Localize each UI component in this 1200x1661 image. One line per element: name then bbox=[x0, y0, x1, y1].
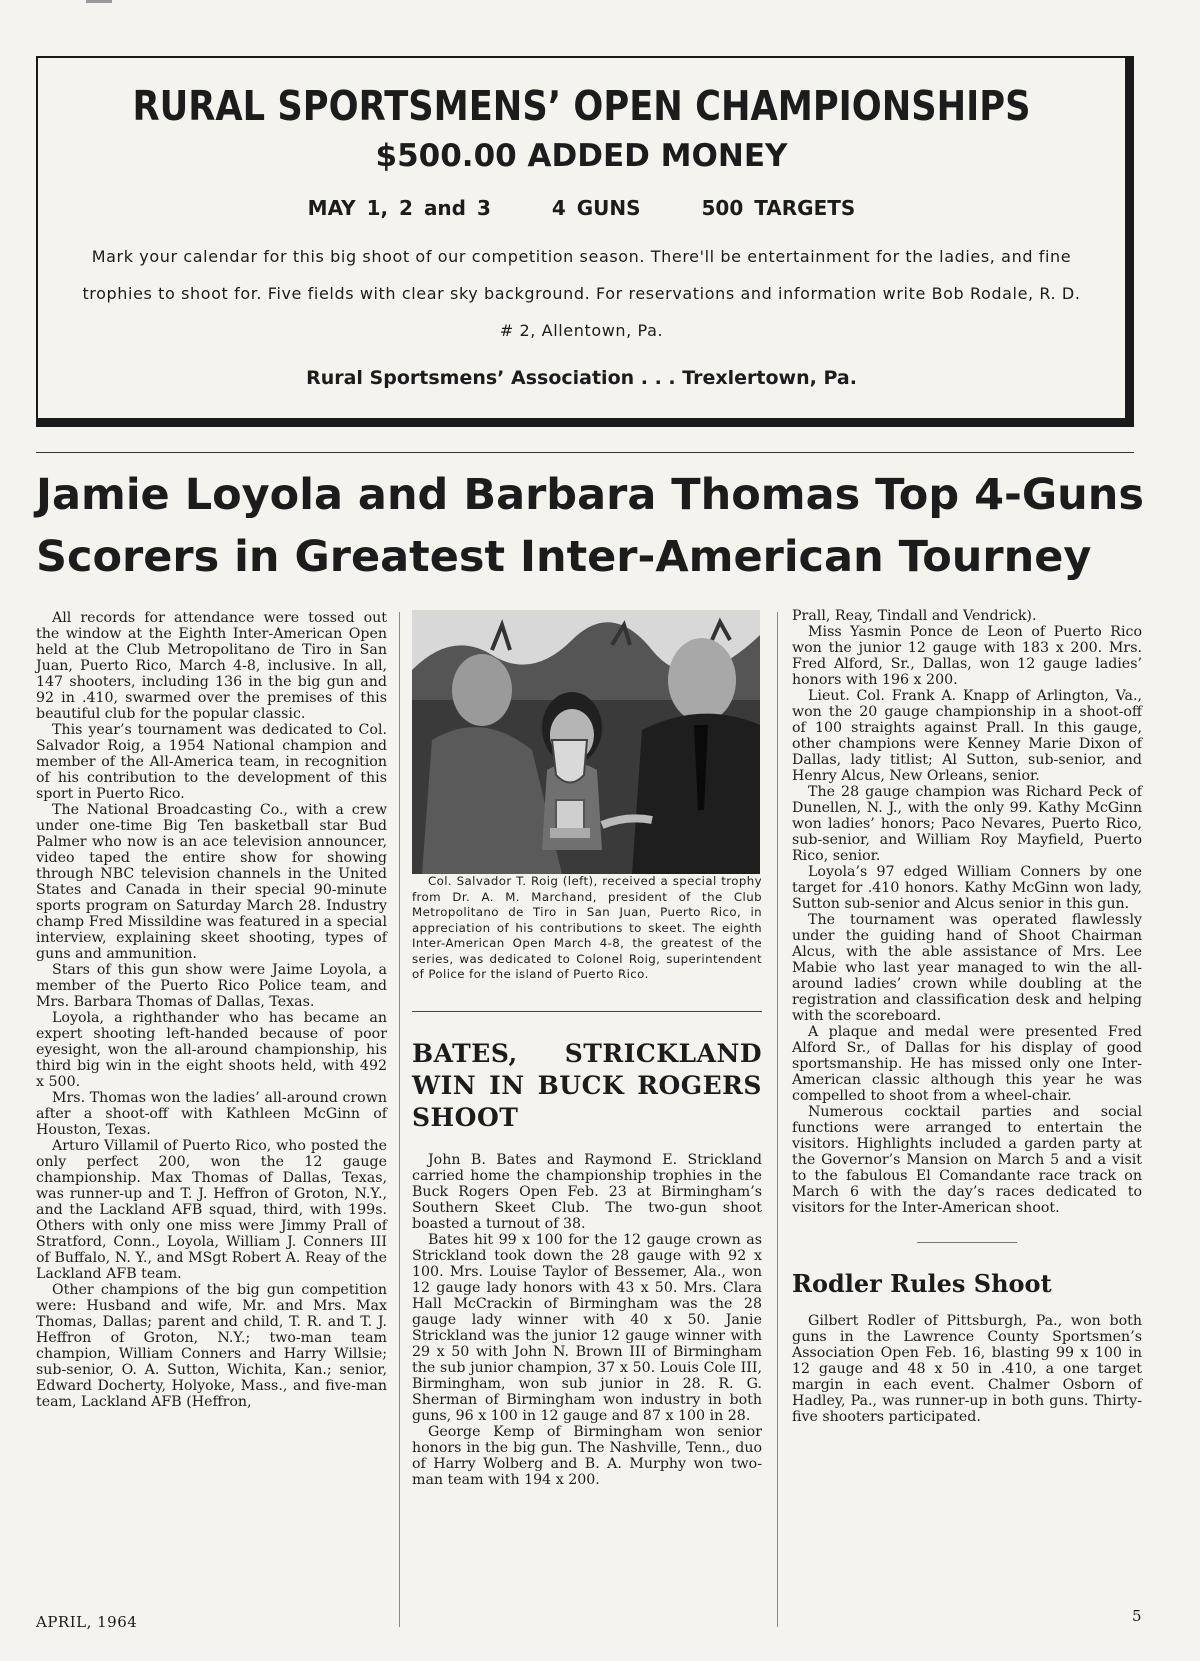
article-column-3 bbox=[792, 608, 1142, 1425]
paragraph: All records for attendance were tossed out the window at the Eighth Inter-American Open held at the Club Metropolitano de Tiro in San Juan, Puerto Rico, March 4-8, inclusive. In all, 147 shooters, including 136 in the big gun and 92 in .410, swarmed over the premises of this beautiful club for the popular classic. bbox=[36, 610, 387, 722]
issue-date: APRIL, 1964 bbox=[36, 1613, 138, 1631]
paragraph: Arturo Villamil of Puerto Rico, who posted the only perfect 200, won the 12 gauge championship. Max Thomas of Dallas, Texas, was runner-up and T. J. Heffron of Groton, N.Y., and the Lackland AFB squad, third, with 199s. Others with only one miss were Jimmy Prall of Stratford, Conn., Loyola, William J. Conners III of Buffalo, N. Y., and MSgt Robert A. Reay of the Lackland AFB team. bbox=[36, 1138, 387, 1282]
article-column-1 bbox=[36, 610, 387, 1410]
section-heading-rodler: Rodler Rules Shoot bbox=[792, 1269, 1052, 1298]
paragraph: Stars of this gun show were Jaime Loyola, a member of the Puerto Rico Police team, and Mrs. Barbara Thomas of Dallas, Texas. bbox=[36, 962, 387, 1010]
ad-title: RURAL SPORTSMENS’ OPEN CHAMPIONSHIPS bbox=[132, 82, 1031, 130]
paragraph: The tournament was operated flawlessly under the guiding hand of Shoot Chairman Alcus, with the able assistance of Mrs. Lee Mabie who last year managed to win the all-around ladies’ crown while doubling at the registration and classification desk and helping with the scoreboard. bbox=[792, 912, 1142, 1024]
ad-association: Rural Sportsmens’ Association . . . Trexlertown, Pa. bbox=[306, 367, 857, 389]
section-divider bbox=[412, 1011, 762, 1012]
paragraph: Lieut. Col. Frank A. Knapp of Arlington, Va., won the 20 gauge championship in a shoot-off of 100 straights against Prall. In this gauge, other champions were Kenney Marie Dixon of Dallas, lady titlist; Al Sutton, sub-senior, and Henry Alcus, New Orleans, senior. bbox=[792, 688, 1142, 784]
paragraph: Bates hit 99 x 100 for the 12 gauge crown as Strickland took down the 28 gauge with 92 x 100. Mrs. Louise Taylor of Bessemer, Ala., won 12 gauge lady honors with 43 x 50. Mrs. Clara Hall McCrackin of Birmingham was the 28 gauge lady winner with 40 x 50. Janie Strickland was the junior 12 gauge winner with 29 x 50 with John N. Brown III of Birmingham the sub junior champion, 37 x 50. Louis Cole III, Birmingham, won sub junior in 28. R. G. Sherman of Birmingham won industry in both guns, 96 x 100 in 12 gauge and 87 x 100 in 28. bbox=[412, 1231, 762, 1424]
page-number: 5 bbox=[1132, 1607, 1142, 1625]
photo-caption: Col. Salvador T. Roig (left), received a special trophy from Dr. A. M. Marchand, president of the Club Metropolitano de Tiro in San Juan, Puerto Rico, in appreciation of his contributions to skeet. The eighth Inter-American Open March 4-8, the greatest of the series, was dedicated to Colonel Roig, superintendent of Police for the island of Puerto Rico. bbox=[412, 874, 762, 981]
ad-prize-money: $500.00 ADDED MONEY bbox=[375, 138, 788, 174]
print-mark bbox=[86, 0, 112, 3]
paragraph: Other champions of the big gun competition were: Husband and wife, Mr. and Mrs. Max Thomas, Dallas; parent and child, T. R. and T. J. Heffron of Groton, N.Y.; two-man team champion, William Conners and Harry Willsie; sub-senior, O. A. Sutton, Wichita, Kan.; senior, Edward Docherty, Holyoke, Mass., and five-man team, Lackland AFB (Heffron, bbox=[36, 1282, 387, 1410]
paragraph: Loyola’s 97 edged William Conners by one target for .410 honors. Kathy McGinn won lady, Sutton sub-senior and Alcus senior in this gun. bbox=[792, 864, 1142, 912]
divider-rule bbox=[36, 452, 1134, 453]
paragraph: The 28 gauge champion was Richard Peck of Dunellen, N. J., with the only 99. Kathy McGinn won ladies’ honors; Paco Nevares, Puerto Rico, sub-senior, and William Roy Mayfield, Puerto Rico, senior. bbox=[792, 784, 1142, 864]
ad-body-text: Mark your calendar for this big shoot of our competition season. There'll be entertainment for the ladies, and fine trophies to shoot for. Five fields with clear sky background. For reservations and information write Bob Rodale, R. D. # 2, Allentown, Pa. bbox=[82, 247, 1081, 340]
paragraph: Prall, Reay, Tindall and Vendrick). bbox=[792, 608, 1037, 624]
paragraph: Mrs. Thomas won the ladies’ all-around crown after a shoot-off with Kathleen McGinn of Houston, Texas. bbox=[36, 1090, 387, 1138]
trophy-presentation-photo bbox=[412, 610, 760, 874]
photo-illustration bbox=[412, 610, 760, 874]
paragraph: Gilbert Rodler of Pittsburgh, Pa., won both guns in the Lawrence County Sportsmen’s Association Open Feb. 16, blasting 99 x 100 in 12 gauge and 48 x 50 in .410, a one target margin in each event. Chalmer Osborn of Hadley, Pa., was runner-up in both guns. Thirty-five shooters participated. bbox=[792, 1313, 1142, 1425]
section-heading-buck-rogers: BATES, STRICKLAND WIN IN BUCK ROGERS SHOOT bbox=[412, 1038, 762, 1132]
paragraph: Loyola, a righthander who has became an expert shooting left-handed because of poor eyesight, won the all-around championship, his third big win in the eight shoots held, with 492 x 500. bbox=[36, 1010, 387, 1090]
paragraph: George Kemp of Birmingham won senior honors in the big gun. The Nashville, Tenn., duo of Harry Wolberg and B. A. Murphy won two-man team with 194 x 200. bbox=[412, 1423, 762, 1488]
ad-guns: 4 GUNS bbox=[551, 196, 641, 220]
paragraph: Numerous cocktail parties and social functions were arranged to entertain the visitors. Highlights included a garden party at the Governor’s Mansion on March 5 and a visit to the fabulous El Comandante race track on March 6 with the day’s races dedicated to visitors for the Inter-American shoot. bbox=[792, 1104, 1142, 1216]
paragraph: John B. Bates and Raymond E. Strickland carried home the championship trophies in the Buck Rogers Open Feb. 23 at Birmingham’s Southern Skeet Club. The two-gun shoot boasted a turnout of 38. bbox=[412, 1151, 762, 1232]
paragraph: This year’s tournament was dedicated to Col. Salvador Roig, a 1954 National champion and member of the All-America team, in recognition of his contribution to the development of this sport in Puerto Rico. bbox=[36, 722, 387, 802]
ad-event-details bbox=[38, 196, 1125, 220]
column-divider bbox=[399, 612, 400, 1627]
ad-dates: MAY 1, 2 and 3 bbox=[307, 196, 491, 220]
article-column-2 bbox=[412, 610, 762, 1488]
paragraph: Miss Yasmin Ponce de Leon of Puerto Rico won the junior 12 gauge with 183 x 200. Mrs. Fred Alford, Sr., Dallas, won 12 gauge ladies’ honors with 196 x 200. bbox=[792, 624, 1142, 688]
championship-advertisement bbox=[36, 56, 1134, 427]
paragraph: A plaque and medal were presented Fred Alford Sr., of Dallas for his display of good sportsmanship. He has missed only one Inter-American classic although this year he was compelled to shoot from a wheel-chair. bbox=[792, 1024, 1142, 1104]
section-divider bbox=[917, 1242, 1017, 1243]
column-divider bbox=[777, 612, 778, 1627]
ad-targets: 500 TARGETS bbox=[701, 196, 856, 220]
article-headline: Jamie Loyola and Barbara Thomas Top 4-Guns Scorers in Greatest Inter-American Tourney bbox=[36, 470, 1144, 582]
paragraph: The National Broadcasting Co., with a crew under one-time Big Ten basketball star Bud Palmer who now is an ace television announcer, video taped the entire show for showing through NBC television channels in the United States and Canada in their special 90-minute sports program on Saturday March 28. Industry champ Fred Missildine was featured in a special interview, explaining skeet shooting, types of guns and ammunition. bbox=[36, 802, 387, 962]
